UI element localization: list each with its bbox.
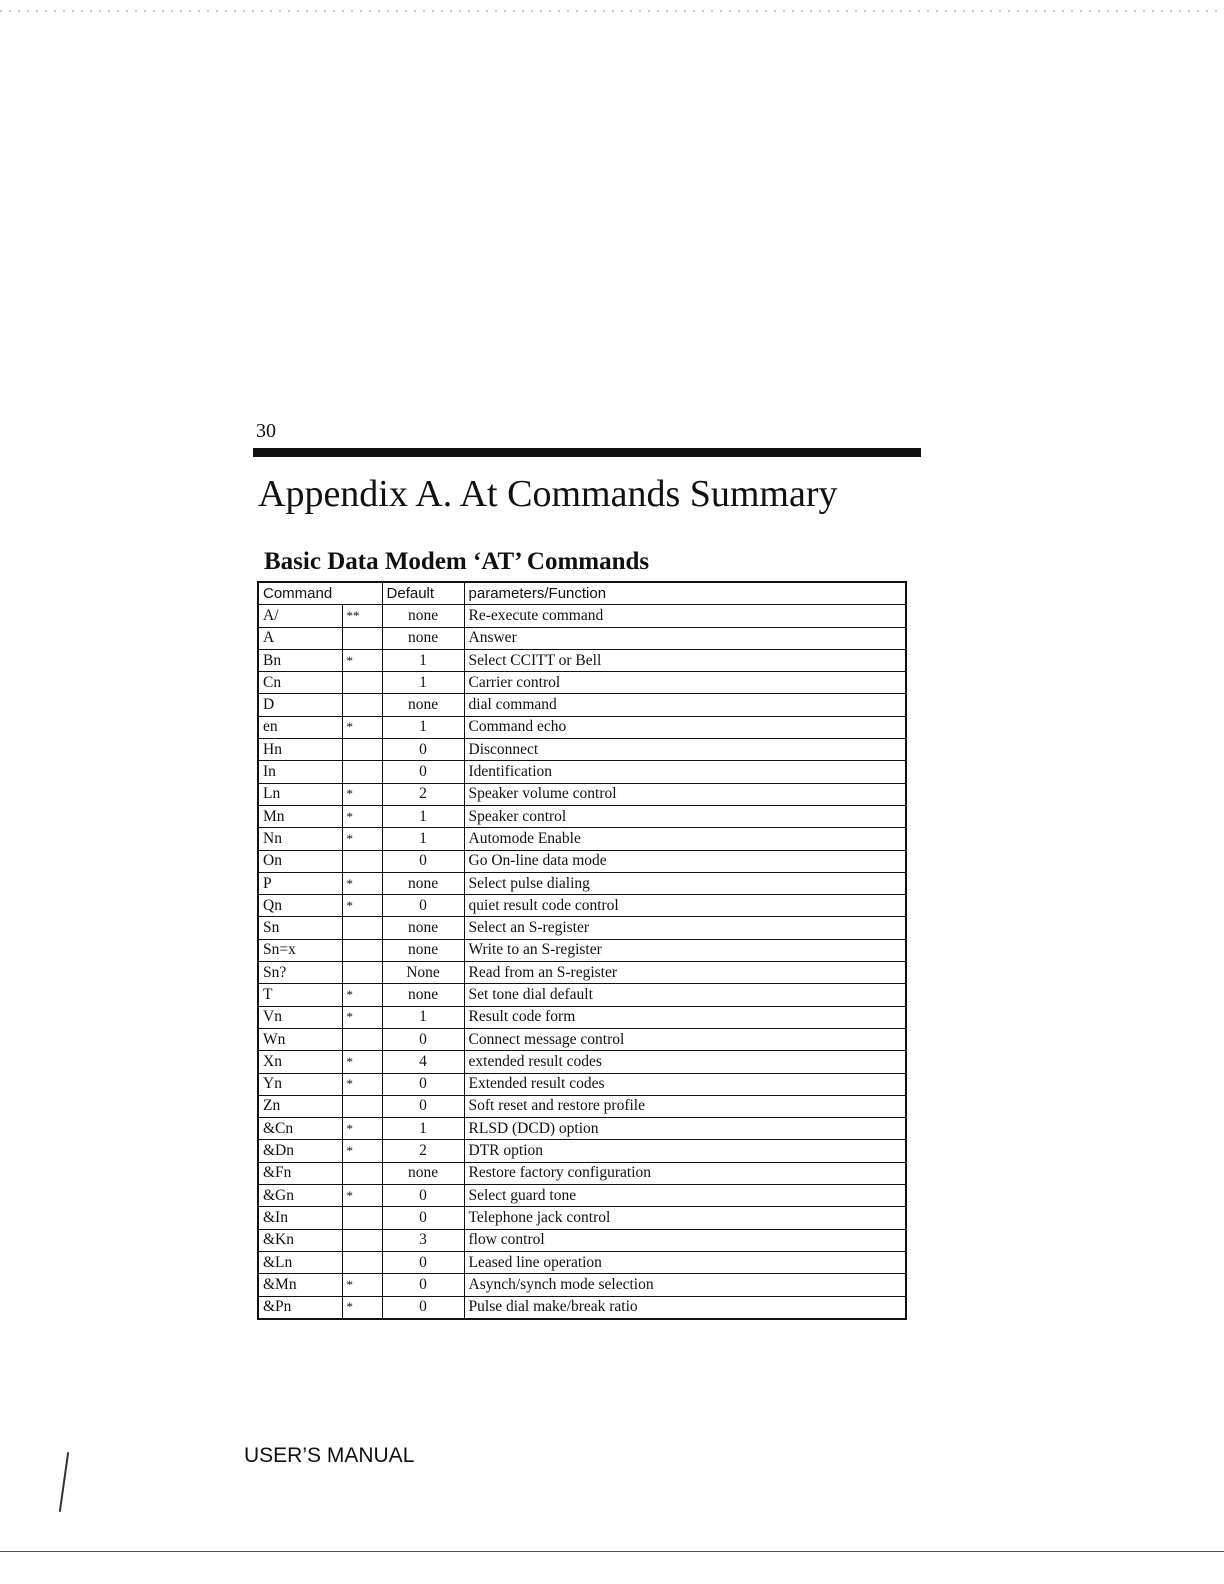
table-row [258,1095,906,1117]
page-title: Appendix A. At Commands Summary [258,473,838,515]
cell-default: None [382,962,464,984]
cell-function: Automode Enable [464,828,906,850]
table-row [258,917,906,939]
cell-flag: * [342,716,382,738]
cell-function: Pulse dial make/break ratio [464,1296,906,1319]
cell-flag [342,917,382,939]
cell-default: 0 [382,1073,464,1095]
cell-default: none [382,1162,464,1184]
cell-command: Vn [258,1006,342,1028]
cell-flag: * [342,895,382,917]
cell-function: Speaker volume control [464,783,906,805]
cell-function: Go On-line data mode [464,850,906,872]
cell-function: extended result codes [464,1051,906,1073]
cell-flag [342,1251,382,1273]
table-row [258,649,906,671]
page-number: 30 [256,420,276,442]
table-row [258,761,906,783]
cell-command: In [258,761,342,783]
cell-function: Carrier control [464,672,906,694]
cell-default: 3 [382,1229,464,1251]
cell-default: none [382,694,464,716]
cell-function: Identification [464,761,906,783]
cell-default: 1 [382,1006,464,1028]
cell-function: Answer [464,627,906,649]
cell-command: Hn [258,739,342,761]
cell-default: 1 [382,1118,464,1140]
cell-function: Read from an S-register [464,962,906,984]
cell-flag [342,1095,382,1117]
table-row [258,1140,906,1162]
cell-function: dial command [464,694,906,716]
cell-default: 0 [382,1028,464,1050]
table-row [258,739,906,761]
cell-flag: * [342,649,382,671]
cell-flag [342,939,382,961]
cell-flag: * [342,984,382,1006]
cell-flag: * [342,1140,382,1162]
cell-command: Xn [258,1051,342,1073]
cell-flag [342,1207,382,1229]
cell-command: T [258,984,342,1006]
cell-command: &Dn [258,1140,342,1162]
at-commands-table [257,581,907,1320]
table-row [258,1162,906,1184]
table-row [258,1229,906,1251]
table-row [258,1185,906,1207]
cell-flag: * [342,1051,382,1073]
table-row [258,872,906,894]
cell-function: Connect message control [464,1028,906,1050]
cell-command: A/ [258,605,342,627]
cell-flag [342,1028,382,1050]
cell-default: none [382,872,464,894]
table-row [258,1028,906,1050]
cell-command: &Mn [258,1274,342,1296]
table-row [258,1006,906,1028]
cell-command: D [258,694,342,716]
cell-command: On [258,850,342,872]
table-row [258,1207,906,1229]
cell-default: 1 [382,672,464,694]
cell-function: RLSD (DCD) option [464,1118,906,1140]
cell-command: en [258,716,342,738]
cell-flag: * [342,783,382,805]
cell-default: 0 [382,1296,464,1319]
cell-flag: * [342,1185,382,1207]
cell-function: Set tone dial default [464,984,906,1006]
cell-flag [342,1162,382,1184]
cell-function: Re-execute command [464,605,906,627]
cell-default: none [382,627,464,649]
table-row [258,672,906,694]
cell-command: A [258,627,342,649]
cell-flag [342,739,382,761]
scan-noise [0,10,1224,12]
cell-command: Yn [258,1073,342,1095]
cell-command: &Cn [258,1118,342,1140]
header-command: Command [258,582,382,605]
cell-command: Ln [258,783,342,805]
table-row [258,627,906,649]
cell-default: 0 [382,850,464,872]
cell-default: 0 [382,1185,464,1207]
cell-flag: ** [342,605,382,627]
cell-command: &Fn [258,1162,342,1184]
cell-command: P [258,872,342,894]
table-row [258,984,906,1006]
cell-flag [342,672,382,694]
section-heading: Basic Data Modem ‘AT’ Commands [264,548,650,575]
table-row [258,716,906,738]
cell-command: Wn [258,1028,342,1050]
table-row [258,850,906,872]
table-row [258,1274,906,1296]
cell-default: none [382,605,464,627]
cell-function: Extended result codes [464,1073,906,1095]
cell-default: 0 [382,895,464,917]
cell-default: 0 [382,1095,464,1117]
cell-command: &Kn [258,1229,342,1251]
cell-flag: * [342,1296,382,1319]
cell-function: Result code form [464,1006,906,1028]
table-row [258,1118,906,1140]
cell-function: Disconnect [464,739,906,761]
cell-command: Nn [258,828,342,850]
cell-command: Zn [258,1095,342,1117]
cell-function: quiet result code control [464,895,906,917]
header-function: parameters/Function [464,582,906,605]
cell-flag: * [342,1073,382,1095]
table-row [258,1073,906,1095]
cell-default: 0 [382,1251,464,1273]
table-row [258,805,906,827]
cell-command: &In [258,1207,342,1229]
table-row [258,1251,906,1273]
cell-command: &Ln [258,1251,342,1273]
table-row [258,939,906,961]
cell-default: 1 [382,649,464,671]
cell-default: 1 [382,805,464,827]
scan-mark [59,1452,69,1512]
cell-flag [342,627,382,649]
cell-command: Sn? [258,962,342,984]
cell-function: DTR option [464,1140,906,1162]
cell-default: 2 [382,783,464,805]
cell-flag [342,761,382,783]
header-rule [253,448,921,457]
cell-default: none [382,939,464,961]
cell-command: Qn [258,895,342,917]
table-row [258,828,906,850]
cell-function: Select an S-register [464,917,906,939]
cell-default: 0 [382,761,464,783]
cell-function: Telephone jack control [464,1207,906,1229]
cell-default: 0 [382,739,464,761]
cell-default: 2 [382,1140,464,1162]
cell-command: Cn [258,672,342,694]
cell-function: Select CCITT or Bell [464,649,906,671]
cell-command: &Pn [258,1296,342,1319]
cell-flag: * [342,872,382,894]
table-row [258,895,906,917]
cell-default: 1 [382,716,464,738]
table-row [258,783,906,805]
table-row [258,962,906,984]
table-header-row [258,582,906,605]
header-default: Default [382,582,464,605]
footer: USER’S MANUAL [244,1444,415,1467]
table-row [258,694,906,716]
cell-command: Bn [258,649,342,671]
cell-function: Soft reset and restore profile [464,1095,906,1117]
cell-default: 0 [382,1274,464,1296]
cell-flag: * [342,1006,382,1028]
cell-function: Speaker control [464,805,906,827]
cell-function: Select guard tone [464,1185,906,1207]
cell-default: none [382,984,464,1006]
cell-command: &Gn [258,1185,342,1207]
cell-flag [342,962,382,984]
cell-flag [342,850,382,872]
cell-command: Sn=x [258,939,342,961]
cell-flag: * [342,1274,382,1296]
cell-default: 0 [382,1207,464,1229]
cell-function: Leased line operation [464,1251,906,1273]
table-row [258,605,906,627]
cell-function: Write to an S-register [464,939,906,961]
cell-flag [342,694,382,716]
cell-default: 1 [382,828,464,850]
cell-default: 4 [382,1051,464,1073]
cell-function: Asynch/synch mode selection [464,1274,906,1296]
cell-function: Restore factory configuration [464,1162,906,1184]
cell-flag: * [342,805,382,827]
table-body [258,605,906,1319]
cell-function: flow control [464,1229,906,1251]
table-row [258,1051,906,1073]
cell-default: none [382,917,464,939]
cell-flag: * [342,828,382,850]
table-row [258,1296,906,1319]
scan-edge [0,1551,1224,1552]
cell-flag: * [342,1118,382,1140]
cell-command: Mn [258,805,342,827]
cell-flag [342,1229,382,1251]
cell-function: Select pulse dialing [464,872,906,894]
cell-function: Command echo [464,716,906,738]
cell-command: Sn [258,917,342,939]
